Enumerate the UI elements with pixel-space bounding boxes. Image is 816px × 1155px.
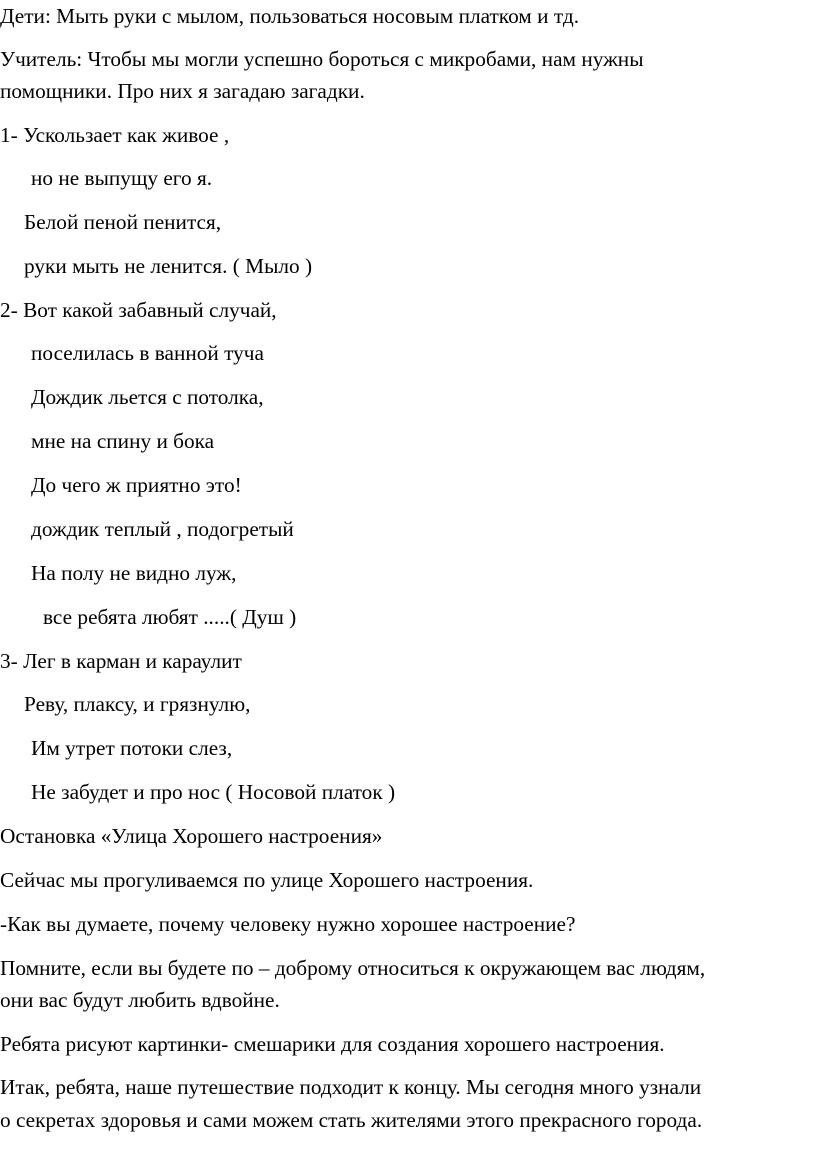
text-line: но не выпущу его я. — [31, 166, 213, 190]
text-line: все ребята любят .....( Душ ) — [43, 605, 297, 629]
text-line: Итак, ребята, наше путешествие подходит к концу. Мы сегодня много узнали — [0, 1075, 702, 1099]
text-line: 3- Лег в карман и караулит — [0, 649, 242, 673]
text-line: Им утрет потоки слез, — [31, 736, 233, 760]
text-line: руки мыть не ленится. ( Мыло ) — [24, 254, 313, 278]
text-line: помощники. Про них я загадаю загадки. — [0, 79, 365, 103]
text-line: Помните, если вы будете по – доброму относиться к окружающем вас людям, — [0, 956, 706, 980]
text-line: До чего ж приятно это! — [31, 473, 242, 497]
text-line: Сейчас мы прогуливаемся по улице Хорошего настроения. — [0, 868, 534, 892]
text-line: На полу не видно луж, — [31, 561, 237, 585]
text-line: Остановка «Улица Хорошего настроения» — [0, 824, 383, 848]
text-line: Учитель: Чтобы мы могли успешно бороться с микробами, нам нужны — [0, 47, 644, 71]
text-line: 1- Ускользает как живое , — [0, 123, 230, 147]
text-line: поселилась в ванной туча — [31, 341, 264, 365]
text-line: дождик теплый , подогретый — [31, 517, 294, 541]
text-line: Ребята рисуют картинки- смешарики для создания хорошего настроения. — [0, 1032, 665, 1056]
text-line: Реву, плаксу, и грязнулю, — [24, 692, 251, 716]
text-line: мне на спину и бока — [31, 429, 215, 453]
text-line: они вас будут любить вдвойне. — [0, 988, 280, 1012]
text-line: Белой пеной пенится, — [24, 210, 222, 234]
text-line: -Как вы думаете, почему человеку нужно хорошее настроение? — [0, 912, 576, 936]
text-line: 2- Вот какой забавный случай, — [0, 298, 277, 322]
text-line: Дождик льется с потолка, — [31, 385, 264, 409]
text-line: о секретах здоровья и сами можем стать жителями этого прекрасного города. — [0, 1108, 703, 1132]
text-line: Дети: Мыть руки с мылом, пользоваться носовым платком и тд. — [0, 4, 580, 28]
text-line: Не забудет и про нос ( Носовой платок ) — [31, 780, 396, 804]
